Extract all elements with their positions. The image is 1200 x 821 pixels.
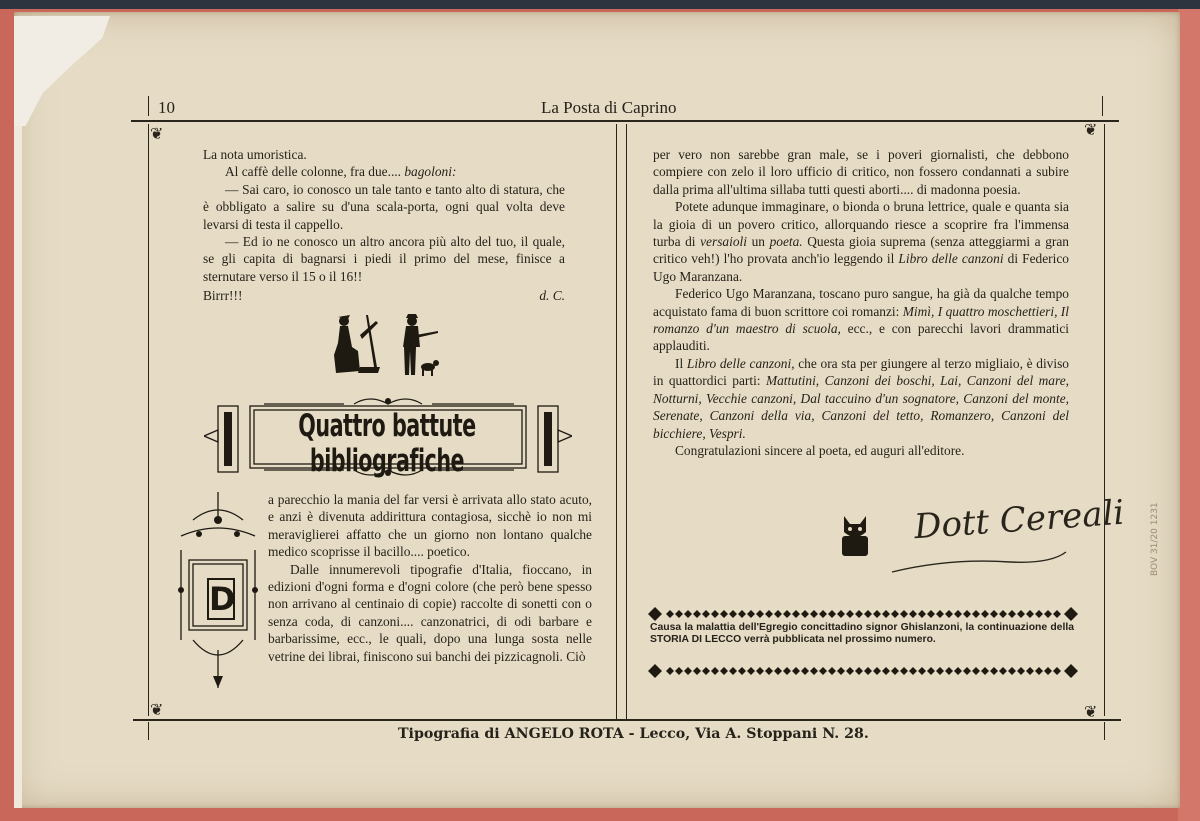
- diamond-ornament: [909, 610, 917, 618]
- diamond-ornament: [756, 610, 764, 618]
- diamond-ornament: [792, 667, 800, 675]
- diamond-ornament: [684, 610, 692, 618]
- italic-span: Libro delle canzoni,: [686, 355, 795, 371]
- column-divider-a: [616, 124, 617, 720]
- diamond-ornament: [828, 667, 836, 675]
- diamond-ornament: [711, 667, 719, 675]
- signature-flourish: [890, 548, 1070, 578]
- diamond-ornament: [1017, 610, 1025, 618]
- article-paragraph-1: a parecchio la mania del far versi è arrivata allo stato acuto, e anzi è divenuta addirittura contagiosa, sicchè io non mi meraviglierei affatto che un giorno non lontano qualche medico scoprisse il bacillo.... poetico.: [268, 492, 592, 560]
- diamond-ornament: [1035, 610, 1043, 618]
- diamond-ornament: [891, 667, 899, 675]
- diamond-ornament: [846, 667, 854, 675]
- diamond-ornament: [1044, 667, 1052, 675]
- footer-rule-right: [1104, 722, 1105, 740]
- diamond-ornament: [675, 667, 683, 675]
- drop-cap: D: [209, 580, 236, 618]
- italic-span: Mattutini, Canzoni dei boschi, Lai, Canzoni del mare, Notturni, Vecchie canzoni, Dal taccuino d'un sognatore, Canzoni del monte, Serenate, Canzoni della via, Canzoni del tetto, Romanzero, Canzoni del bicchiere, Vespri.: [653, 373, 1069, 441]
- text-span: Il: [675, 355, 687, 371]
- diamond-ornament: [684, 667, 692, 675]
- frame-left: [148, 124, 149, 716]
- humor-intro: [203, 163, 565, 180]
- frame-right: [1104, 124, 1105, 716]
- diamond-ornament: [999, 610, 1007, 618]
- diamond-ornament: [963, 667, 971, 675]
- italic-span: poeta.: [769, 234, 803, 250]
- diamond-ornament: [945, 667, 953, 675]
- text-span: di Federico Ugo Maranzana.: [653, 251, 1069, 284]
- diamond-ornament: [981, 610, 989, 618]
- diamond-ornament: [801, 667, 809, 675]
- diamond-ornament: [1026, 610, 1034, 618]
- diamond-ornament: [1026, 667, 1034, 675]
- diamond-ornament: [720, 610, 728, 618]
- review-paragraph-4: [653, 355, 1069, 442]
- humor-end: Birrr!!!: [203, 288, 243, 304]
- diamond-ornament: [792, 610, 800, 618]
- diamond-ornament: [819, 610, 827, 618]
- top-edge: [0, 0, 1200, 9]
- diamond-border-bottom: [648, 664, 1078, 678]
- right-page-edge: [1178, 9, 1200, 821]
- diamond-ornament: [774, 610, 782, 618]
- diamond-border-top: [648, 607, 1078, 621]
- diamond-ornament: [954, 610, 962, 618]
- article-body-right: [653, 146, 1069, 459]
- fleuron-icon: ❦: [1084, 120, 1098, 139]
- diamond-ornament: [981, 667, 989, 675]
- diamond-ornament: [1053, 610, 1061, 618]
- diamond-ornament: [729, 667, 737, 675]
- diamond-ornament: [693, 610, 701, 618]
- diamond-ornament: [936, 610, 944, 618]
- humor-dialogue-2: — Ed io ne conosco un altro ancora più alto del tuo, il quale, se gli capita di bagnarsi i piedi il primo del mese, finisce a sternutare verso il 15 o il 16!!: [203, 234, 565, 284]
- diamond-ornament: [729, 610, 737, 618]
- humor-signature: d. C.: [539, 288, 565, 304]
- page-number: 10: [158, 98, 175, 117]
- italic-span: Libro delle canzoni: [898, 251, 1004, 267]
- header-rule-right: [1102, 96, 1103, 116]
- page-title: La Posta di Caprino: [541, 98, 677, 117]
- diamond-ornament: [873, 667, 881, 675]
- humor-note: [203, 146, 565, 305]
- section-title: Quattro battute bibliografiche: [298, 408, 476, 480]
- diamond-ornament: [873, 610, 881, 618]
- review-paragraph-3: [653, 285, 1069, 355]
- text-span: Potete adunque immaginare, o bionda o bruna lettrice, quale e quanta sia la gioia di un povero critico, allorquando riesce a scoprire fra l'immensa turba di: [653, 199, 1069, 250]
- diamond-ornament: [837, 667, 845, 675]
- header-rule-left: [148, 96, 149, 116]
- humor-closing: [203, 287, 565, 304]
- left-page-edge: [14, 126, 22, 808]
- cat-emblem-icon: [838, 512, 872, 560]
- diamond-ornament: [918, 610, 926, 618]
- diamond-ornament: [747, 667, 755, 675]
- diamond-ornament: [864, 610, 872, 618]
- diamond-ornament: [936, 667, 944, 675]
- review-paragraph-1: per vero non sarebbe gran male, se i poveri giornalisti, che debbono compiere con zelo il loro ufficio di critico, non fossero condannati a subire dalla prima all'ultima sillaba tutti questi aborti.... di madonna poesia.: [653, 147, 1069, 197]
- text-span: un: [746, 234, 770, 250]
- diamond-ornament: [954, 667, 962, 675]
- italic-span: versaioli: [700, 234, 747, 250]
- footer-rule: [133, 719, 1121, 721]
- text-span: che ora sta per giungere al terzo migliaio, è diviso in quattordici parti:: [653, 355, 1069, 389]
- continuation-notice: Causa la malattia dell'Egregio concittadino signor Ghislanzoni, la continuazione della STORIA DI LECCO verrà pubblicata nel prossimo numero.: [650, 622, 1074, 646]
- fleuron-icon: ❦: [150, 124, 164, 143]
- article-paragraph-2: Dalle innumerevoli tipografie d'Italia, fioccano, in edizioni d'ogni forma e d'ogni colore (che però bene spesso non arrivano al centinaio di copie) raccolte di sonetti con o senza coda, di canzoni.... canzonatrici, di odi barbare e barbarissime, ecc., le quali, dopo una lunga sosta nelle vetrine dei librai, finiscono sui banchi dei pizzicagnoli. Ciò: [268, 561, 592, 664]
- diamond-ornament: [900, 667, 908, 675]
- diamond-ornament: [927, 610, 935, 618]
- review-paragraph-5: Congratulazioni sincere al poeta, ed auguri all'editore.: [675, 442, 965, 458]
- diamond-ornament: [783, 610, 791, 618]
- italic-span: Mimì, I quattro moschettieri, Il romanzo d'un maestro di scuola,: [653, 303, 1069, 337]
- author-signature: Dott Cereali: [912, 492, 1126, 548]
- diamond-ornament: [972, 610, 980, 618]
- diamond-ornament: [909, 667, 917, 675]
- fleuron-icon: ❦: [1084, 702, 1098, 721]
- diamond-ornament: [774, 667, 782, 675]
- diamond-ornament: [738, 667, 746, 675]
- diamond-ornament: [999, 667, 1007, 675]
- diamond-ornament: [963, 610, 971, 618]
- diamond-ornament: [918, 667, 926, 675]
- diamond-ornament: [666, 667, 674, 675]
- diamond-ornament: [1044, 610, 1052, 618]
- text-span: Federico Ugo Maranzana, toscano puro sangue, ha già da qualche tempo acquistato fama di buon scrittore coi romanzi:: [653, 286, 1069, 319]
- pencil-annotation: BOV 31/20 1231: [1150, 502, 1160, 576]
- fleuron-icon: ❦: [150, 700, 164, 719]
- diamond-ornament: [765, 610, 773, 618]
- humor-intro-italic: bagoloni:: [404, 164, 457, 180]
- diamond-ornament: [1008, 667, 1016, 675]
- diamond-ornament: [756, 667, 764, 675]
- diamond-ornament: [810, 610, 818, 618]
- diamond-ornament: [882, 610, 890, 618]
- diamond-ornament: [711, 610, 719, 618]
- diamond-ornament: [864, 667, 872, 675]
- diamond-ornament: [783, 667, 791, 675]
- diamond-ornament: [1053, 667, 1061, 675]
- diamond-ornament: [693, 667, 701, 675]
- diamond-ornament: [765, 667, 773, 675]
- diamond-ornament: [972, 667, 980, 675]
- footer-rule-left: [148, 722, 149, 740]
- diamond-ornament: [837, 610, 845, 618]
- diamond-ornament: [891, 610, 899, 618]
- diamond-ornament: [819, 667, 827, 675]
- diamond-ornament: [900, 610, 908, 618]
- text-span: Questa gioia suprema (senza atteggiarmi a gran critico veh!) l'ho provata anch'io leggendo il: [653, 234, 1070, 267]
- diamond-ornament: [1035, 667, 1043, 675]
- humor-dialogue-1: — Sai caro, io conosco un tale tanto e tanto alto di statura, che è obbligato a salire su d'una scala-porta, ogni qual volta deve levarsi di testa il cappello.: [203, 181, 565, 232]
- diamond-ornament: [855, 667, 863, 675]
- humor-intro-text: Al caffè delle colonne, fra due....: [225, 164, 405, 180]
- review-paragraph-2: [653, 198, 1069, 285]
- diamond-ornament: [1008, 610, 1016, 618]
- diamond-ornament: [927, 667, 935, 675]
- diamond-ornament: [675, 610, 683, 618]
- diamond-ornament: [747, 610, 755, 618]
- text-span: ecc., e con parecchi lavori drammatici applauditi.: [653, 321, 1069, 354]
- diamond-ornament: [945, 610, 953, 618]
- diamond-ornament: [882, 667, 890, 675]
- diamond-ornament: [990, 667, 998, 675]
- diamond-ornament: [990, 610, 998, 618]
- diamond-ornament: [1017, 667, 1025, 675]
- header-rule: [131, 120, 1119, 122]
- humor-heading: La nota umoristica.: [203, 147, 307, 162]
- diamond-ornament: [720, 667, 728, 675]
- diamond-ornament: [846, 610, 854, 618]
- article-body-left: [268, 491, 592, 665]
- printer-imprint: Tipografia di ANGELO ROTA - Lecco, Via A. Stoppani N. 28.: [398, 726, 869, 742]
- diamond-ornament: [666, 610, 674, 618]
- diamond-ornament: [702, 610, 710, 618]
- diamond-ornament: [810, 667, 818, 675]
- diamond-ornament: [702, 667, 710, 675]
- column-divider-b: [626, 124, 627, 720]
- diamond-ornament: [738, 610, 746, 618]
- diamond-ornament: [828, 610, 836, 618]
- silhouette-illustration: [330, 311, 442, 381]
- diamond-ornament: [855, 610, 863, 618]
- diamond-ornament: [801, 610, 809, 618]
